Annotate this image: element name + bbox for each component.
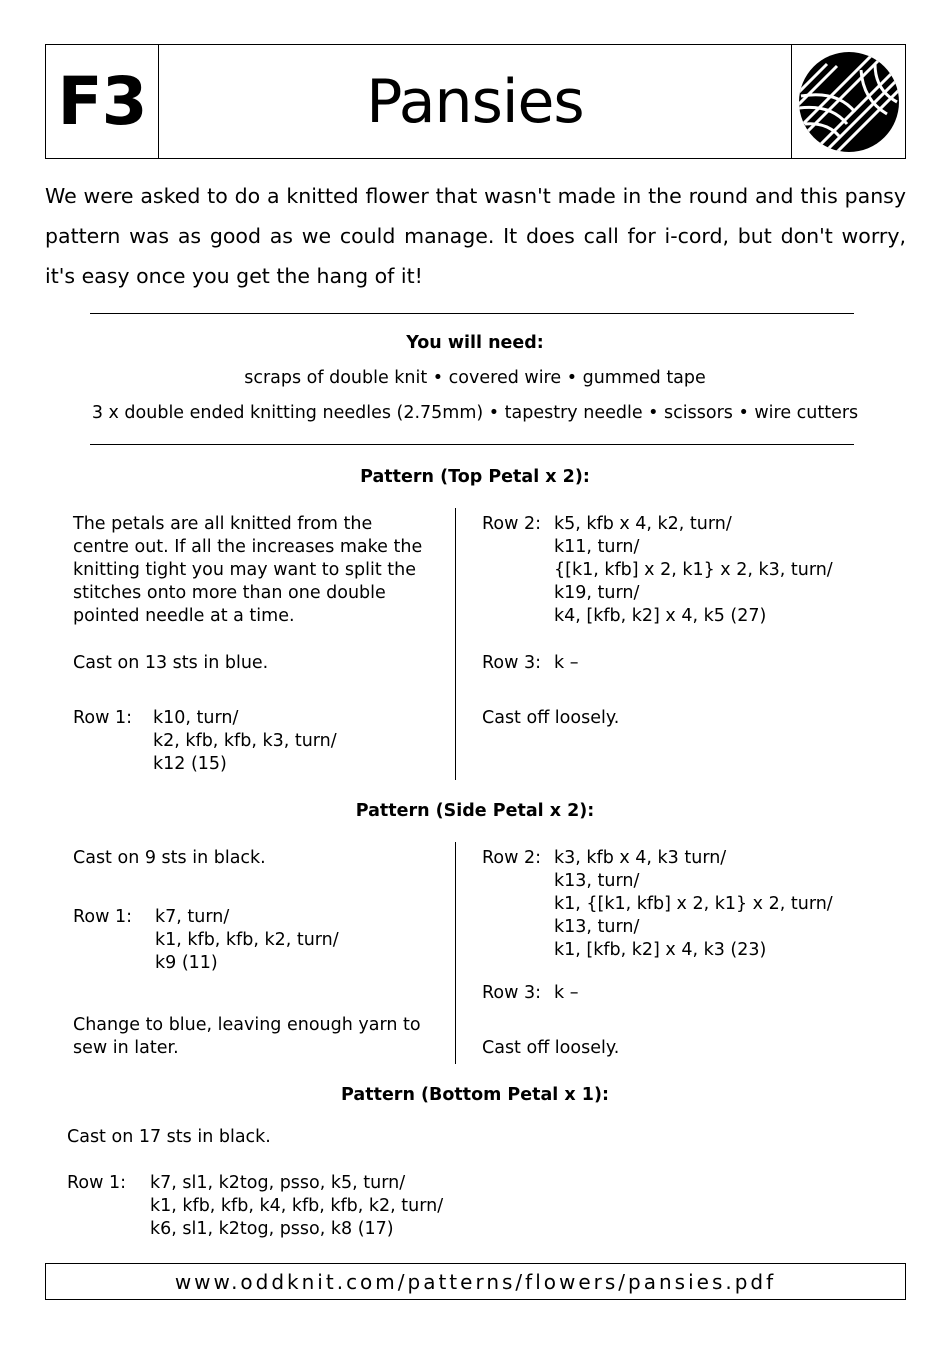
column-divider bbox=[455, 508, 456, 780]
bottom-petal-title: Pattern (Bottom Petal x 1): bbox=[341, 1085, 609, 1105]
top-petal-cast-off: Cast off loosely. bbox=[482, 708, 620, 728]
side-petal-row1-line: k1, kfb, kfb, k2, turn/ bbox=[155, 930, 339, 950]
pattern-code: F3 bbox=[46, 45, 159, 158]
top-petal-intro: The petals are all knitted from the centre out. If all the increases make the knitting tight you may want to split the stitches onto more than one double pointed needle at a time. bbox=[73, 514, 423, 626]
side-petal-row2-line: k13, turn/ bbox=[554, 917, 640, 937]
logo bbox=[791, 45, 905, 158]
top-petal-row2-line: {[k1, kfb] x 2, k1} x 2, k3, turn/ bbox=[554, 560, 833, 580]
bottom-petal-row1-line: k7, sl1, k2tog, psso, k5, turn/ bbox=[150, 1173, 406, 1193]
top-petal-row1-line: k10, turn/ bbox=[153, 708, 239, 728]
side-petal-row2-line: k3, kfb x 4, k3 turn/ bbox=[554, 848, 727, 868]
bottom-petal-row1-line: k6, sl1, k2tog, psso, k8 (17) bbox=[150, 1219, 394, 1239]
footer-url: www.oddknit.com/patterns/flowers/pansies.pdf bbox=[174, 1269, 777, 1294]
side-petal-row1-label: Row 1: bbox=[73, 907, 132, 927]
side-petal-row2-line: k1, [kfb, k2] x 4, k3 (23) bbox=[554, 940, 767, 960]
divider bbox=[90, 313, 854, 314]
needs-title: You will need: bbox=[406, 333, 544, 353]
bottom-petal-cast-on: Cast on 17 sts in black. bbox=[67, 1127, 271, 1147]
side-petal-row2-line: k13, turn/ bbox=[554, 871, 640, 891]
side-petal-change: Change to blue, leaving enough yarn to sew in later. bbox=[73, 1015, 421, 1058]
column-divider bbox=[455, 842, 456, 1064]
side-petal-row3-label: Row 3: bbox=[482, 983, 541, 1003]
needs-line-2: 3 x double ended knitting needles (2.75mm) • tapestry needle • scissors • wire cutters bbox=[91, 403, 859, 423]
top-petal-row1-label: Row 1: bbox=[73, 708, 132, 728]
bottom-petal-row1-line: k1, kfb, kfb, k4, kfb, kfb, k2, turn/ bbox=[150, 1196, 444, 1216]
side-petal-cast-off: Cast off loosely. bbox=[482, 1038, 620, 1058]
top-petal-row3-text: k – bbox=[554, 653, 579, 673]
side-petal-row1-line: k9 (11) bbox=[155, 953, 218, 973]
side-petal-row3-text: k – bbox=[554, 983, 579, 1003]
top-petal-row1-line: k2, kfb, kfb, k3, turn/ bbox=[153, 731, 337, 751]
footer-url-box bbox=[45, 1263, 906, 1300]
side-petal-cast-on: Cast on 9 sts in black. bbox=[73, 848, 266, 868]
side-petal-row2-label: Row 2: bbox=[482, 848, 541, 868]
top-petal-row1-line: k12 (15) bbox=[153, 754, 227, 774]
side-petal-row2-line: k1, {[k1, kfb] x 2, k1} x 2, turn/ bbox=[554, 894, 833, 914]
needs-line-1: scraps of double knit • covered wire • gummed tape bbox=[244, 368, 706, 388]
top-petal-row2-line: k5, kfb x 4, k2, turn/ bbox=[554, 514, 732, 534]
top-petal-row3-label: Row 3: bbox=[482, 653, 541, 673]
top-petal-cast-on: Cast on 13 sts in blue. bbox=[73, 653, 269, 673]
bottom-petal-row1-label: Row 1: bbox=[67, 1173, 126, 1193]
divider bbox=[90, 444, 854, 445]
top-petal-row2-label: Row 2: bbox=[482, 514, 541, 534]
top-petal-row2-line: k11, turn/ bbox=[554, 537, 640, 557]
top-petal-row2-line: k4, [kfb, k2] x 4, k5 (27) bbox=[554, 606, 767, 626]
yarn-ball-icon bbox=[797, 50, 901, 154]
side-petal-row1-line: k7, turn/ bbox=[155, 907, 230, 927]
top-petal-row2-line: k19, turn/ bbox=[554, 583, 640, 603]
header-box bbox=[45, 44, 906, 159]
side-petal-title: Pattern (Side Petal x 2): bbox=[355, 801, 595, 821]
intro-paragraph: We were asked to do a knitted flower that wasn't made in the round and this pansy pattern was as good as we could manage. It does call for i-cord, but don't worry, it's easy once you get the hang of it! bbox=[45, 184, 906, 288]
top-petal-title: Pattern (Top Petal x 2): bbox=[360, 467, 590, 487]
page-title: Pansies bbox=[366, 66, 584, 137]
